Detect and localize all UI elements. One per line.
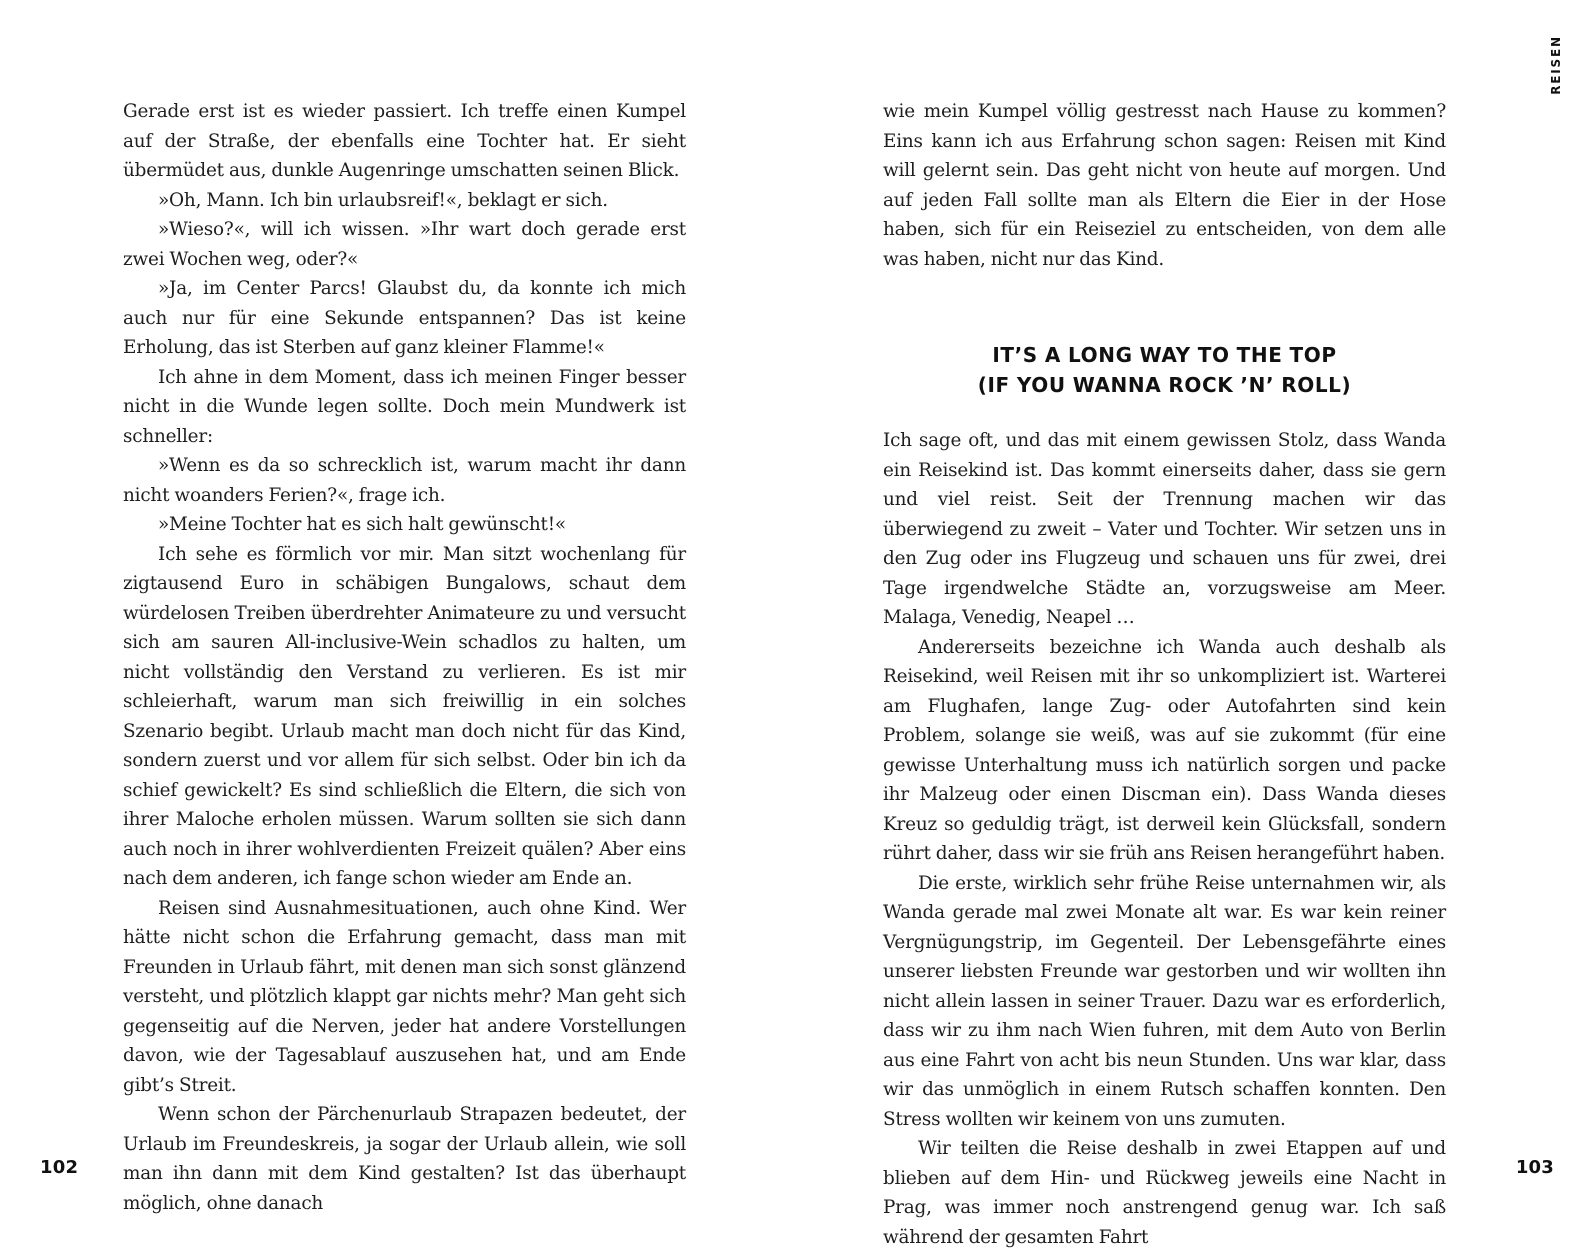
chapter-heading-line-2: (IF YOU WANNA ROCK ’N’ ROLL) xyxy=(977,373,1352,397)
left-text-column xyxy=(123,97,686,1218)
paragraph: Wenn schon der Pärchenurlaub Strapazen bedeutet, der Urlaub im Freundeskreis, ja sogar der Urlaub allein, wie soll man ihn dann mit dem Kind gestalten? Ist das überhaupt möglich, ohne danach xyxy=(123,1104,686,1214)
paragraph: »Oh, Mann. Ich bin urlaubsreif!«, beklagt er sich. xyxy=(158,189,608,211)
paragraph: Ich sage oft, und das mit einem gewissen Stolz, dass Wanda ein Reisekind ist. Das kommt einerseits daher, dass sie gern und viel reist. Seit der Trennung machen wir das überwiegend zu zweit – Vater und Tochter. Wir setzen uns in den Zug oder ins Flugzeug und schauen uns für zwei, drei Tage irgendwelche Städte an, vorzugsweise am Meer. Malaga, Venedig, Neapel … xyxy=(883,430,1446,628)
paragraph: »Wieso?«, will ich wissen. »Ihr wart doch gerade erst zwei Wochen weg, oder?« xyxy=(123,219,686,270)
paragraph: Reisen sind Ausnahmesituationen, auch ohne Kind. Wer hätte nicht schon die Erfahrung gemacht, dass man mit Freunden in Urlaub fährt, mit denen man sich sonst glänzend versteht, und plötzlich klappt gar nichts mehr? Man geht sich gegenseitig auf die Nerven, jeder hat andere Vorstellungen davon, wie der Tagesablauf auszusehen hat, und am Ende gibt’s Streit. xyxy=(123,897,686,1096)
right-text-column xyxy=(883,97,1446,1252)
page-number-left: 102 xyxy=(40,1157,79,1178)
chapter-heading xyxy=(883,340,1446,400)
section-tab-label: REISEN xyxy=(1549,35,1563,95)
page-number-right: 103 xyxy=(1515,1157,1554,1178)
chapter-heading-line-1: IT’S A LONG WAY TO THE TOP xyxy=(992,343,1337,367)
paragraph: Ich ahne in dem Moment, dass ich meinen Finger besser nicht in die Wunde legen sollte. Doch mein Mundwerk ist schneller: xyxy=(123,366,686,447)
paragraph: Andererseits bezeichne ich Wanda auch deshalb als Reisekind, weil Reisen mit ihr so unkompliziert ist. Warterei am Flughafen, lange Zug- oder Autofahrten sind kein Problem, solange sie weiß, was auf sie zukommt (für eine gewisse Unterhaltung muss ich natürlich sorgen und packe ihr Malzeug oder einen Discman ein). Dass Wanda dieses Kreuz so geduldig trägt, ist derweil kein Glücksfall, sondern rührt daher, dass wir sie früh ans Reisen herangeführt haben. xyxy=(883,636,1446,864)
left-page xyxy=(0,0,797,1240)
paragraph: »Meine Tochter hat es sich halt gewünscht!« xyxy=(158,514,566,535)
paragraph: »Wenn es da so schrecklich ist, warum macht ihr dann nicht woanders Ferien?«, frage ich. xyxy=(123,455,686,506)
paragraph: Wir teilten die Reise deshalb in zwei Etappen auf und blieben auf dem Hin- und Rückweg jeweils eine Nacht in Prag, was immer noch anstrengend genug war. Ich saß während der gesamten Fahrt xyxy=(883,1138,1446,1248)
section-tab xyxy=(1546,30,1566,100)
paragraph: Gerade erst ist es wieder passiert. Ich treffe einen Kumpel auf der Straße, der ebenfalls eine Tochter hat. Er sieht übermüdet aus, dunkle Augenringe umschatten seinen Blick. xyxy=(123,101,686,181)
paragraph: Ich sehe es förmlich vor mir. Man sitzt wochenlang für zigtausend Euro in schäbigen Bungalows, schaut dem würdelosen Treiben überdrehter Animateure zu und versucht sich am sauren All-inclusive-Wein schadlos zu halten, um nicht vollständig den Verstand zu verlieren. Es ist mir schleierhaft, warum man sich freiwillig in ein solches Szenario begibt. Urlaub macht man doch nicht für das Kind, sondern zuerst und vor allem für sich selbst. Oder bin ich da schief gewickelt? Es sind schließlich die Eltern, die sich von ihrer Maloche erholen müssen. Warum sollten sie sich dann auch noch in ihrer wohlverdienten Freizeit quälen? Aber eins nach dem anderen, ich fange schon wieder am Ende an. xyxy=(123,543,686,889)
paragraph: Die erste, wirklich sehr frühe Reise unternahmen wir, als Wanda gerade mal zwei Monate alt war. Es war kein reiner Vergnügungstrip, im Gegenteil. Der Lebensgefährte eines unserer liebsten Freunde war gestorben und wir wollten ihn nicht allein lassen in seiner Trauer. Dazu war es erforderlich, dass wir zu ihm nach Wien fuhren, mit dem Auto von Berlin aus eine Fahrt von acht bis neun Stunden. Uns war klar, dass wir das unmöglich in einem Rutsch schaffen konnten. Den Stress wollten wir keinem von uns zumuten. xyxy=(883,872,1446,1130)
paragraph: wie mein Kumpel völlig gestresst nach Hause zu kommen? Eins kann ich aus Erfahrung schon sagen: Reisen mit Kind will gelernt sein. Das geht nicht von heute auf morgen. Und auf jeden Fall sollte man als Eltern die Eier in der Hose haben, sich für ein Reiseziel zu entscheiden, von dem alle was haben, nicht nur das Kind. xyxy=(883,101,1446,270)
right-page xyxy=(797,0,1594,1248)
paragraph: »Ja, im Center Parcs! Glaubst du, da konnte ich mich auch nur für eine Sekunde entspannen? Das ist keine Erholung, das ist Sterben auf ganz kleiner Flamme!« xyxy=(123,278,686,358)
